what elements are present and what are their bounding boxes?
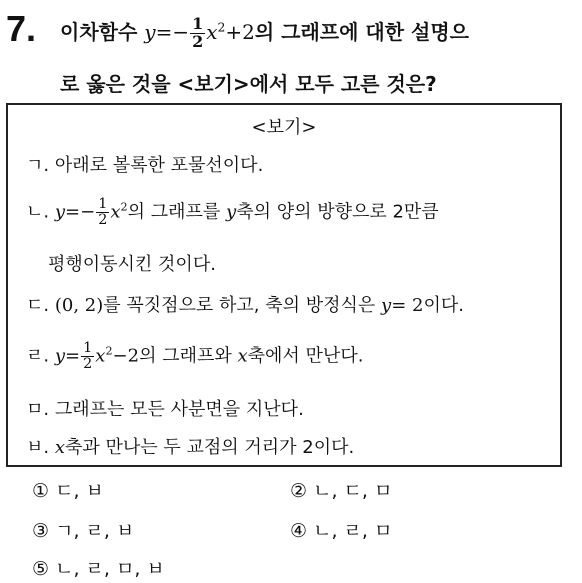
item2-frac-den: 2 (98, 212, 108, 229)
bogi-box (6, 103, 562, 467)
question-line1-post: 의 그래프에 대한 설명으 (254, 20, 469, 44)
choice-mark: ④ (290, 520, 308, 542)
item3-y: y (381, 295, 392, 316)
item4-fraction (81, 341, 94, 372)
item4-tail: −2 (112, 345, 140, 367)
func-frac-den: 2 (192, 32, 204, 51)
item6-var: x (54, 437, 66, 458)
item3-eq: = 2 (391, 295, 424, 316)
item4-t1: 의 그래프와 (139, 345, 232, 367)
bogi-item-4 (26, 341, 363, 372)
func-var: x (206, 20, 218, 44)
func-exp: 2 (217, 19, 226, 35)
item-marker: ㅂ. (26, 437, 50, 458)
bogi-item-3 (26, 291, 464, 317)
item4-frac-num: 1 (83, 340, 93, 356)
func-fraction (190, 16, 205, 51)
item6-t1: 축과 만나는 두 교점의 거리가 2이다. (65, 437, 355, 458)
bogi-item-2-cont: 평행이동시킨 것이다. (48, 254, 216, 275)
item3-t1: 를 꼭짓점으로 하고, 축의 방정식은 (103, 295, 376, 316)
item3-t2: 이다. (423, 295, 464, 316)
func-tail: +2 (225, 20, 255, 44)
item2-y: y (54, 201, 66, 223)
item4-t2: 축에서 만난다. (247, 345, 364, 367)
item-text: 그래프는 모든 사분면을 지난다. (54, 399, 304, 420)
func-eq: =− (155, 20, 190, 44)
question-line-2: 로 옳은 것을 <보기>에서 모두 고른 것은? (60, 72, 437, 96)
choice-text: ㄴ, ㄹ, ㅁ (313, 520, 393, 542)
item4-exp: 2 (105, 344, 113, 358)
choice-3[interactable] (32, 516, 134, 543)
question-number: 7. (6, 8, 37, 49)
choice-4[interactable] (290, 516, 392, 543)
item2-fraction (96, 197, 109, 228)
item2-frac-num: 1 (98, 196, 108, 212)
item2-x: x (110, 201, 121, 223)
item4-x: x (95, 345, 106, 367)
bogi-item-2 (26, 197, 439, 228)
item4-var: x (237, 345, 248, 367)
choice-text: ㄷ, ㅂ (55, 480, 104, 502)
choice-text: ㄴ, ㄷ, ㅁ (313, 480, 393, 502)
item-marker: ㄱ. (26, 155, 50, 176)
func-lhs: y (144, 20, 156, 44)
choice-mark: ⑤ (32, 558, 50, 580)
item2-exp: 2 (120, 200, 128, 214)
item-marker: ㄹ. (26, 345, 50, 367)
item4-y: y (54, 345, 66, 367)
bogi-item-5 (26, 395, 304, 421)
choice-mark: ① (32, 480, 50, 502)
choice-text: ㄱ, ㄹ, ㅂ (55, 520, 135, 542)
item2-t2: 축의 양의 방향으로 2만큼 (236, 201, 439, 223)
bogi-item-6 (26, 433, 354, 459)
choice-mark: ③ (32, 520, 50, 542)
item2-eq: =− (65, 201, 96, 223)
bogi-title: <보기> (251, 117, 317, 138)
choice-5[interactable] (32, 554, 165, 581)
choice-2[interactable] (290, 476, 392, 503)
item-marker: ㄴ. (26, 201, 50, 223)
question-line-1 (60, 16, 469, 51)
choice-mark: ② (290, 480, 308, 502)
func-frac-num: 1 (192, 14, 204, 34)
question-intro: 이차함수 (60, 20, 138, 44)
item2-var: y (226, 201, 237, 223)
choice-text: ㄴ, ㄹ, ㅁ, ㅂ (55, 558, 165, 580)
item3-vertex: (0, 2) (54, 295, 104, 316)
bogi-item-1 (26, 151, 263, 177)
item-marker: ㅁ. (26, 399, 50, 420)
item4-frac-den: 2 (83, 356, 93, 373)
choice-1[interactable] (32, 476, 104, 503)
item2-t1: 의 그래프를 (127, 201, 221, 223)
item4-eq: = (65, 345, 81, 367)
item-text: 아래로 볼록한 포물선이다. (54, 155, 264, 176)
item-marker: ㄷ. (26, 295, 50, 316)
